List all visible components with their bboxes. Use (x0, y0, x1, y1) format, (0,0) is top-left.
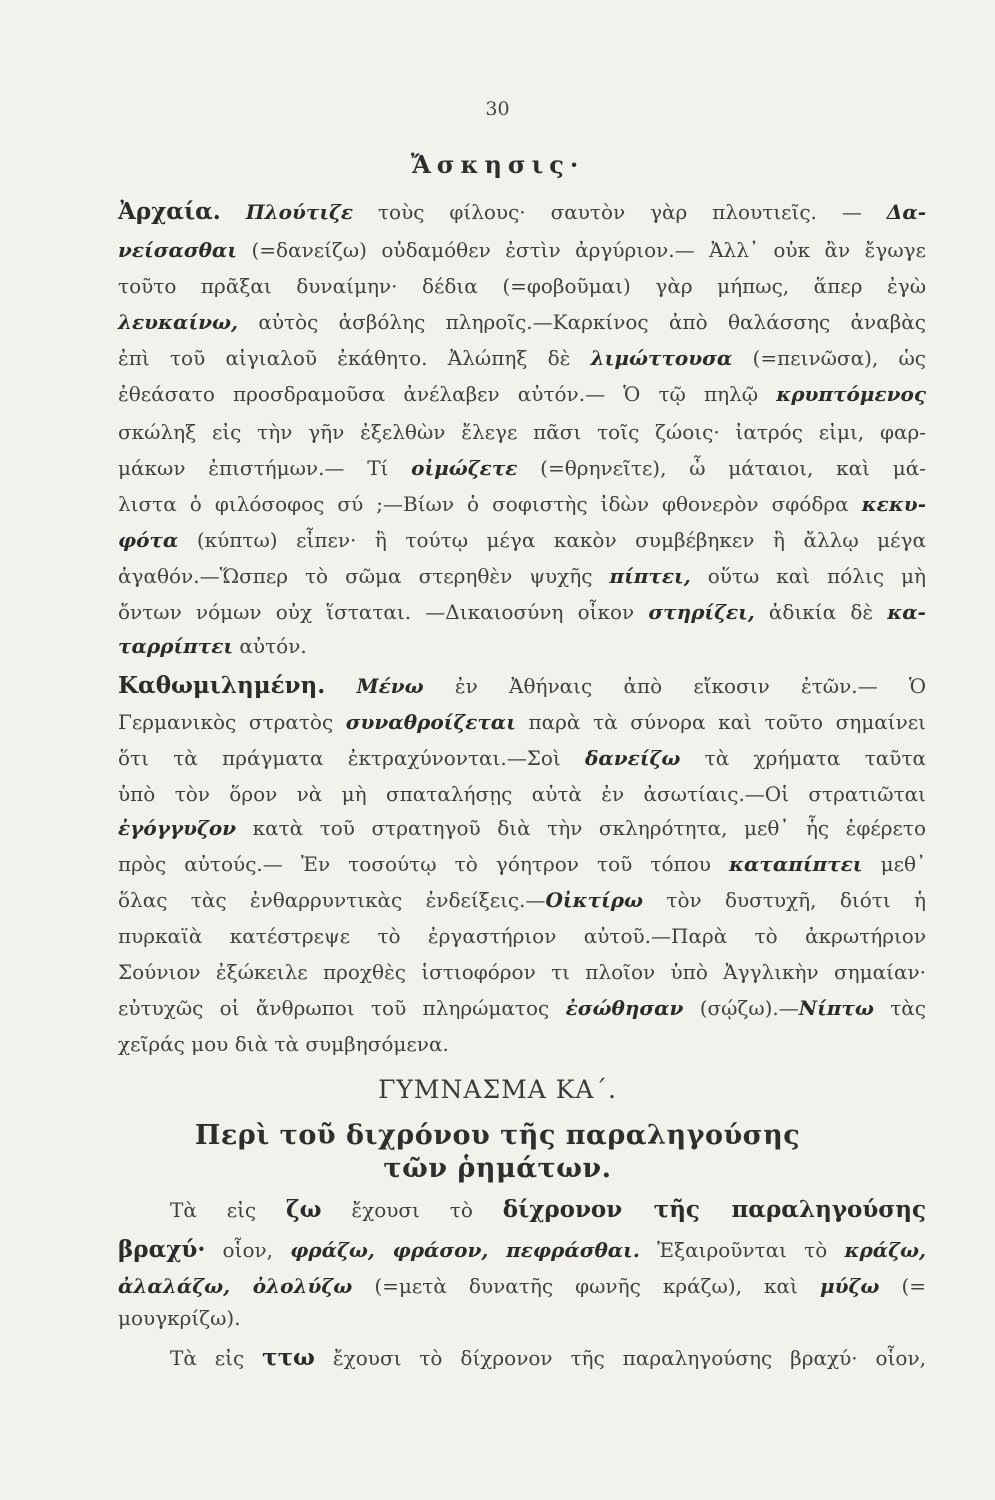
rule-line-2: βραχύ· οἷον, φράζω, φράσον, πεφράσθαι. Ἐξαιροῦνται τὸ κράζω, (118, 1236, 926, 1263)
arxaia-line-5: ἐπὶ τοῦ αἰγιαλοῦ ἐκάθητο. Ἀλώπηξ δὲ λιμώττουσα (=πεινῶσα), ὡς (118, 346, 926, 370)
rule-line-1: Τὰ εἰς ζω ἔχουσι τὸ δίχρονον τῆς παραληγούσης (170, 1196, 926, 1223)
kath-line-3: ὅτι τὰ πράγματα ἐκτραχύνονται.—Σοὶ δανείζω τὰ χρήματα ταῦτα (118, 746, 927, 770)
arxaia-line-3: τοῦτο πρᾶξαι δυναίμην· δέδια (=φοβοῦμαι) γὰρ μήπως, ἅπερ ἐγὼ (118, 274, 926, 298)
kath-line-5: ἐγόγγυζον κατὰ τοῦ στρατηγοῦ διὰ τὴν σκληρότητα, μεθ᾽ ἧς ἐφέρετο (118, 816, 926, 840)
arxaia-line-11: ἀγαθόν.—Ὥσπερ τὸ σῶμα στερηθὲν ψυχῆς πίπτει, οὕτω καὶ πόλις μὴ (118, 564, 926, 588)
page-number: 30 (485, 98, 510, 120)
arxaia-label: Ἀρχαία. (118, 198, 221, 225)
exercise-subtitle-2: τῶν ῥημάτων. (383, 1153, 612, 1184)
arxaia-line-12: ὄντων νόμων οὐχ ἵσταται. —Δικαιοσύνη οἶκον στηρίζει, ἀδικία δὲ κα- (118, 600, 926, 624)
arxaia-line-13: ταρρίπτει αὐτόν. (118, 634, 307, 658)
kath-line-6: πρὸς αὐτούς.— Ἐν τοσούτῳ τὸ γόητρον τοῦ τόπου καταπίπτει μεθ᾽ (118, 852, 926, 876)
arxaia-line-10: φότα (κύπτω) εἶπεν· ἢ τούτῳ μέγα κακὸν συμβέβηκεν ἢ ἄλλῳ μέγα (118, 528, 926, 552)
exercise-title: ΓΥΜΝΑΣΜΑ ΚΑ΄. (378, 1075, 617, 1104)
arxaia-line-9: λιστα ὁ φιλόσοφος σύ ;—Βίων ὁ σοφιστὴς ἰδὼν φθονερὸν σφόδρα κεκυ- (118, 492, 926, 516)
kath-line-7: ὅλας τὰς ἐνθαρρυντικὰς ἐνδείξεις.—Οἰκτίρω τὸν δυστυχῆ, διότι ἡ (118, 888, 926, 912)
kath-line-4: ὑπὸ τὸν ὅρον νὰ μὴ σπαταλήσῃς αὐτὰ ἐν ἀσωτίαις.—Οἱ στρατιῶται (118, 782, 926, 806)
kath-line-10: εὐτυχῶς οἱ ἄνθρωποι τοῦ πληρώματος ἐσώθησαν (σῴζω).—Νίπτω τὰς (118, 996, 926, 1020)
rule-line-4: μουγκρίζω). (118, 1306, 241, 1330)
kath-line-8: πυρκαϊὰ κατέστρεψε τὸ ἐργαστήριον αὐτοῦ.—Παρὰ τὸ ἀκρωτήριον (118, 924, 926, 948)
section-title: Ἄσκησις· (410, 150, 585, 179)
arxaia-line-7: σκώληξ εἰς τὴν γῆν ἐξελθὼν ἔλεγε πᾶσι τοῖς ζώοις· ἰατρός εἰμι, φαρ- (118, 420, 926, 444)
exercise-subtitle-1: Περὶ τοῦ διχρόνου τῆς παραληγούσης (194, 1120, 801, 1151)
arxaia-line-8: μάκων ἐπιστήμων.— Τί οἰμώζετε (=θρηνεῖτε), ὦ μάταιοι, καὶ μά- (118, 456, 926, 480)
kath-line-1: Καθωμιλημένη. Μένω ἐν Ἀθήναις ἀπὸ εἴκοσιν ἐτῶν.— Ὁ (118, 672, 927, 699)
arxaia-line-6: ἐθεάσατο προσδραμοῦσα ἀνέλαβεν αὐτόν.— Ὁ τῷ πηλῷ κρυπτόμενος (118, 382, 926, 406)
kath-line-11: χεῖράς μου διὰ τὰ συμβησόμενα. (118, 1032, 449, 1056)
rule-line-3: ἀλαλάζω, ὀλολύζω (=μετὰ δυνατῆς φωνῆς κράζω), καὶ μύζω (= (118, 1274, 927, 1298)
kath-label: Καθωμιλημένη. (118, 672, 326, 699)
kath-line-2: Γερμανικὸς στρατὸς συναθροίζεται παρὰ τὰ σύνορα καὶ τοῦτο σημαίνει (118, 710, 926, 734)
kath-line-9: Σούνιον ἐξώκειλε προχθὲς ἱστιοφόρον τι πλοῖον ὑπὸ Ἀγγλικὴν σημαίαν· (118, 960, 926, 984)
arxaia-line-4: λευκαίνω, αὐτὸς ἀσβόλης πληροῖς.—Καρκίνος ἀπὸ θαλάσσης ἀναβὰς (118, 310, 926, 334)
arxaia-line-2: νείσασθαι (=δανείζω) οὐδαμόθεν ἐστὶν ἀργύριον.— Ἀλλ᾽ οὐκ ἂν ἔγωγε (118, 238, 926, 262)
arxaia-line-1: Ἀρχαία. Πλούτιζε τοὺς φίλους· σαυτὸν γὰρ πλουτιεῖς. — Δα- (118, 198, 927, 225)
rule-line-5: Τὰ εἰς ττω ἔχουσι τὸ δίχρονον τῆς παραληγούσης βραχύ· οἷον, (170, 1344, 926, 1371)
